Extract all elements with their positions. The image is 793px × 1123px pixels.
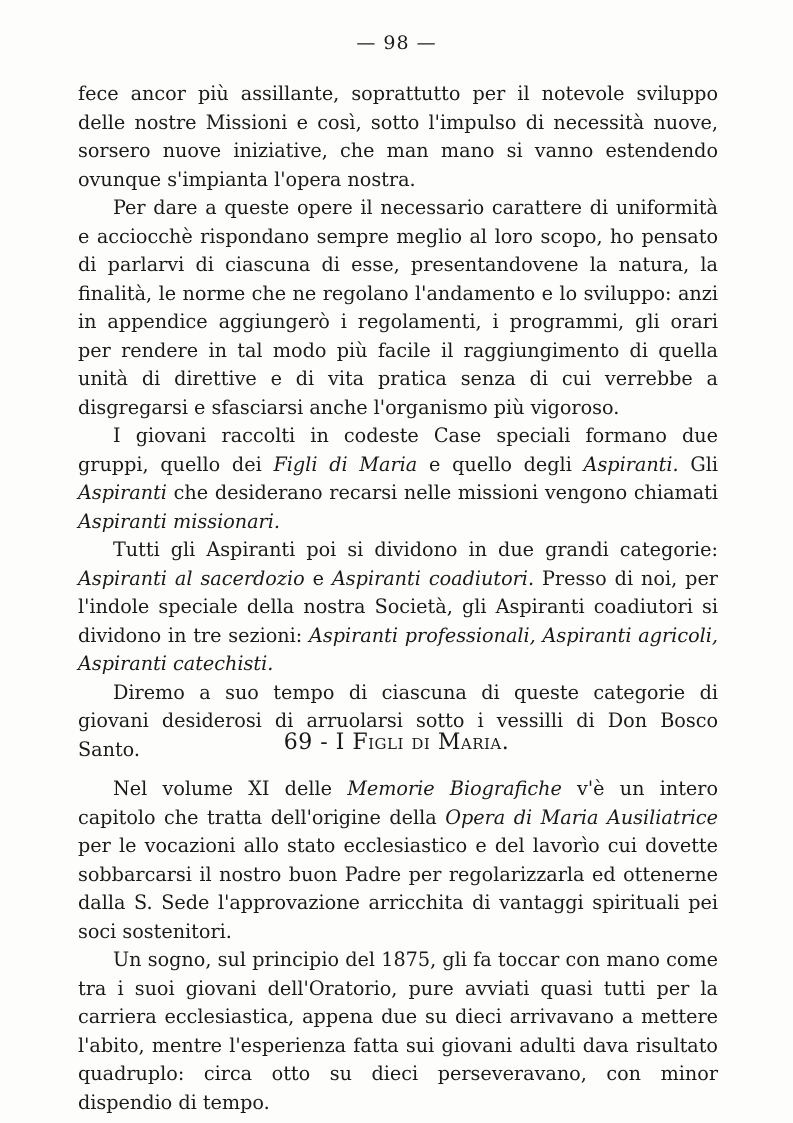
paragraph-6 — [78, 775, 718, 946]
p3-text-a: I giovani raccolti in codeste Case speciali formano due gruppi, quello dei — [78, 424, 718, 476]
p6-text-e: per le vocazioni allo stato ecclesiastico e del lavorìo cui dovette sobbarcarsi il nostro buon Padre per regolarizzarla ed ottenerne dalla S. Sede l'approvazione arricchita di vantaggi spirituali pei soci sostenitori. — [78, 834, 718, 943]
p6-italic-opera: Opera di Maria Ausiliatrice — [445, 805, 718, 829]
paragraph-3 — [78, 422, 718, 536]
p3-italic-aspiranti-2: Aspiranti — [78, 481, 167, 504]
paragraph-4 — [78, 536, 718, 679]
section-title: I Figli di Maria. — [335, 730, 510, 755]
paragraph-2: Per dare a queste opere il necessario carattere di uniformità e acciocchè rispondano sempre meglio al loro scopo, ho pensato di parlarvi di ciascuna di esse, presentandovene la natura, la finalità, le norme che ne regolano l'andamento e lo sviluppo: anzi in appendice aggiungerò i regolamenti, i programmi, gli orari per rendere in tal modo più facile il raggiungimento di quella unità di direttive e di vita pratica senza di cui verrebbe a disgregarsi e sfasciarsi anche l'organismo più vigoroso. — [78, 196, 718, 419]
p4-text-c: e — [304, 566, 332, 590]
p3-italic-aspiranti-missionari: Aspiranti missionari. — [78, 509, 280, 533]
section-number: 69 - — [283, 730, 336, 755]
paragraph-1: fece ancor più assillante, soprattutto per il notevole sviluppo delle nostre Missioni e così, sotto l'impulso di necessità nuove, sorsero nuove iniziative, che man mano si vanno estendendo ovunque s'impianta l'opera nostra. — [78, 82, 718, 191]
paragraph-7: Un sogno, sul principio del 1875, gli fa toccar con mano come tra i suoi giovani dell'Oratorio, pure avviati quasi tutti per la carriera ecclesiastica, appena due su dieci arrivavano a mettere l'abito, mentre l'esperienza fatta sui giovani adulti dava risultato quadruplo: circa otto su dieci perseveravano, con minor dispendio di tempo. — [78, 948, 718, 1114]
p4-italic-sacerdozio: Aspiranti al sacerdozio — [78, 566, 305, 590]
section-heading — [0, 730, 793, 755]
p4-italic-coadiutori: Aspiranti coadiutori. — [331, 566, 535, 590]
p6-text-a: Nel volume XI delle — [113, 777, 348, 800]
p6-text-c: v'è un intero capitolo che tratta dell'origine della — [78, 777, 718, 829]
p3-text-e: Gli — [678, 452, 718, 476]
paragraph-5: Diremo a suo tempo di ciascuna di queste categorie di giovani desiderosi di arruolarsi sotto i vessilli di Don Bosco Santo. — [78, 680, 718, 761]
p4-italic-sezioni: Aspiranti professionali, Aspiranti agricoli, Aspiranti catechisti. — [78, 623, 718, 675]
p3-italic-aspiranti: Aspiranti. — [583, 452, 679, 476]
page-number: — 98 — — [356, 32, 437, 54]
p3-text-g: che desiderano recarsi nelle missioni vengono chiamati — [166, 481, 718, 504]
p6-italic-memorie: Memorie Biografiche — [347, 777, 562, 800]
p3-italic-figli-di-maria: Figli di Maria — [273, 452, 418, 476]
p4-text-e: Presso di noi, per l'indole speciale della nostra Società, gli Aspiranti coadiutori si dividono in tre sezioni: — [78, 566, 718, 647]
p4-text-a: Tutti gli Aspiranti poi si dividono in due grandi categorie: — [113, 538, 718, 561]
body-text-upper — [78, 80, 718, 764]
body-text-lower — [78, 775, 718, 1117]
p3-text-c: e quello degli — [417, 452, 584, 476]
